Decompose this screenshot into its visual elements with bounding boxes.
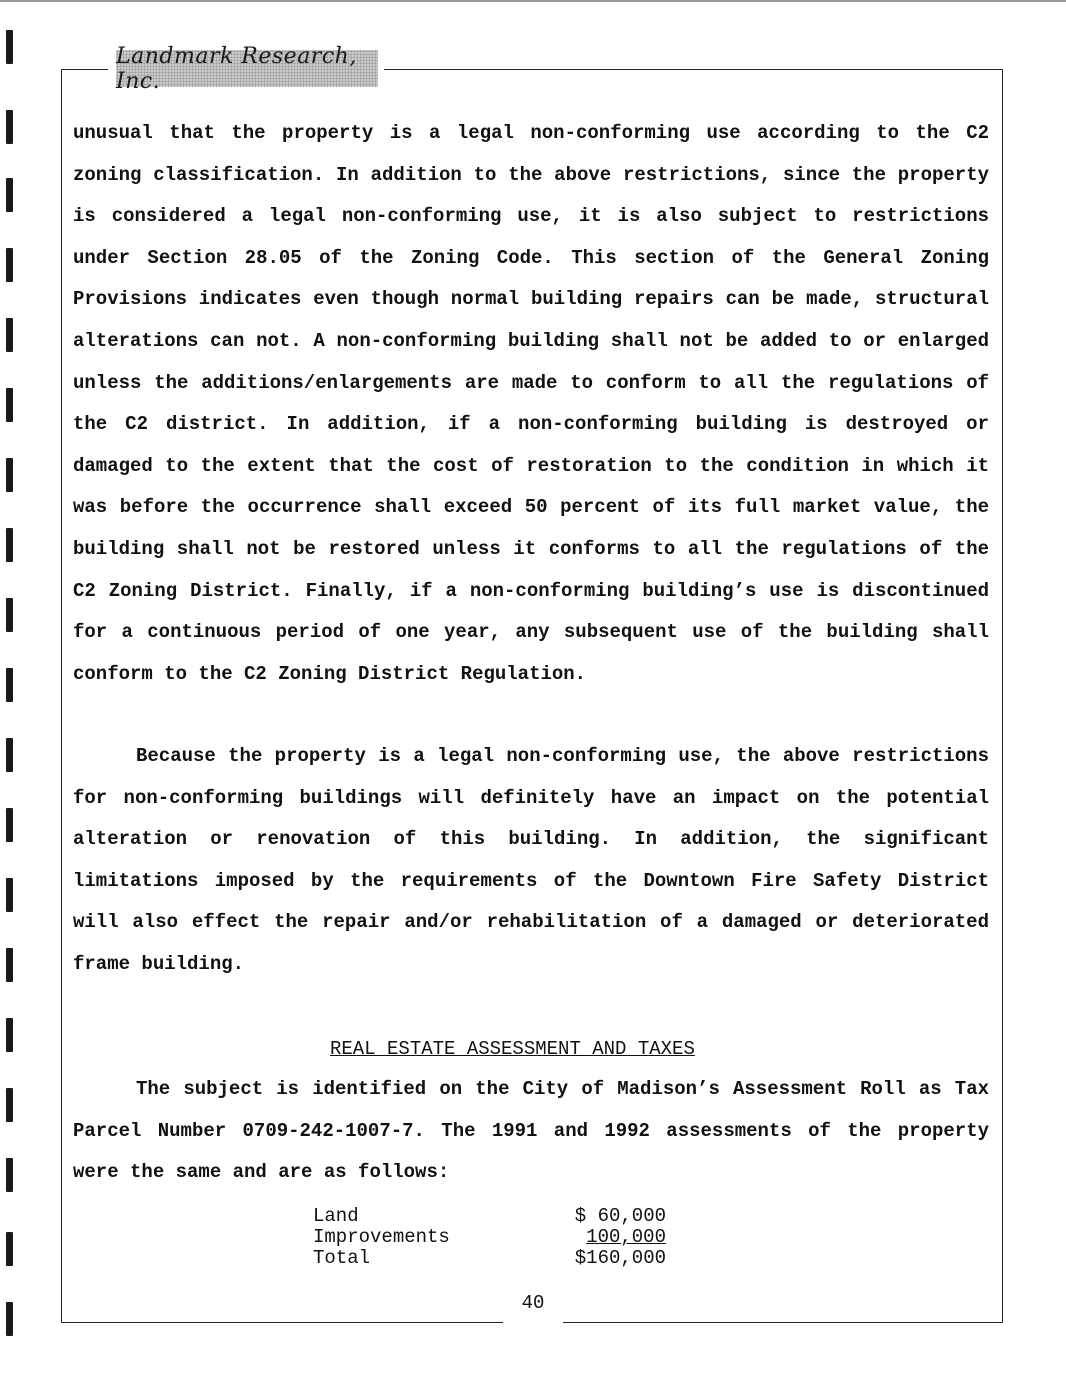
binder-hole [6, 528, 13, 562]
assessment-label: Improvements [313, 1226, 450, 1248]
binder-hole [6, 458, 13, 492]
assessment-row-total [313, 1248, 666, 1269]
binder-hole [6, 318, 13, 352]
binder-hole [6, 738, 13, 772]
page-top-edge [0, 0, 1066, 2]
assessment-value: $ 60,000 [574, 1205, 666, 1227]
section-heading: REAL ESTATE ASSESSMENT AND TAXES [330, 1038, 695, 1060]
binder-hole [6, 1302, 13, 1336]
binder-hole [6, 1158, 13, 1192]
frame-bottom-left [62, 1322, 503, 1323]
assessment-table [313, 1206, 666, 1269]
binder-hole [6, 248, 13, 282]
frame-right [1002, 69, 1003, 1323]
binder-hole [6, 30, 13, 64]
binder-hole [6, 948, 13, 982]
paragraph-assessment-intro: The subject is identified on the City of Madison’s Assessment Roll as Tax Parcel Number 0709-242-1007-7. The 1991 and 1992 assessments of the property were the same and are as follows: [73, 1078, 989, 1184]
assessment-value: 100,000 [586, 1226, 666, 1248]
assessment-row-land [313, 1206, 666, 1227]
frame-top-left [62, 69, 108, 70]
page-number: 40 [521, 1292, 545, 1314]
assessment-row-improvements [313, 1227, 666, 1248]
binder-hole [6, 388, 13, 422]
binder-hole [6, 878, 13, 912]
assessment-label: Total [313, 1247, 371, 1269]
assessment-value: $160,000 [574, 1247, 666, 1269]
paragraph-nonconforming-impact: Because the property is a legal non-conforming use, the above restrictions for non-conforming buildings will definitely have an impact on the potential alteration or renovation of this building. In addition, the significant limitations imposed by the requirements of the Downtown Fire Safety District will also effect the repair and/or rehabilitation of a damaged or deteriorated frame building. [73, 745, 989, 975]
assessment-label: Land [313, 1205, 359, 1227]
paragraph-zoning-restrictions: unusual that the property is a legal non-conforming use according to the C2 zoning classification. In addition to the above restrictions, since the property is considered a legal non-conforming use, it is also subject to restrictions under Section 28.05 of the Zoning Code. This section of the General Zoning Provisions indicates even though normal building repairs can be made, structural alterations can not. A non-conforming building shall not be added to or enlarged unless the additions/enlargements are made to conform to all the regulations of the C2 district. In addition, if a non-conforming building is destroyed or damaged to the extent that the cost of restoration to the condition in which it was before the occurrence shall exceed 50 percent of its full market value, the building shall not be restored unless it conforms to all the regulations of the C2 Zoning District. Finally, if a non-conforming building’s use is discontinued for a continuous period of one year, any subsequent use of the building shall conform to the C2 Zoning District Regulation. [73, 122, 989, 685]
frame-top-right [384, 69, 1003, 70]
binder-hole [6, 1232, 13, 1266]
binder-hole [6, 110, 13, 144]
binder-hole [6, 1018, 13, 1052]
frame-left [61, 69, 62, 1323]
frame-bottom-right [563, 1322, 1003, 1323]
binder-hole [6, 668, 13, 702]
binder-hole [6, 1088, 13, 1122]
binder-hole [6, 598, 13, 632]
binder-hole [6, 808, 13, 842]
binder-hole [6, 178, 13, 212]
company-logo: Landmark Research, Inc. [116, 50, 378, 87]
